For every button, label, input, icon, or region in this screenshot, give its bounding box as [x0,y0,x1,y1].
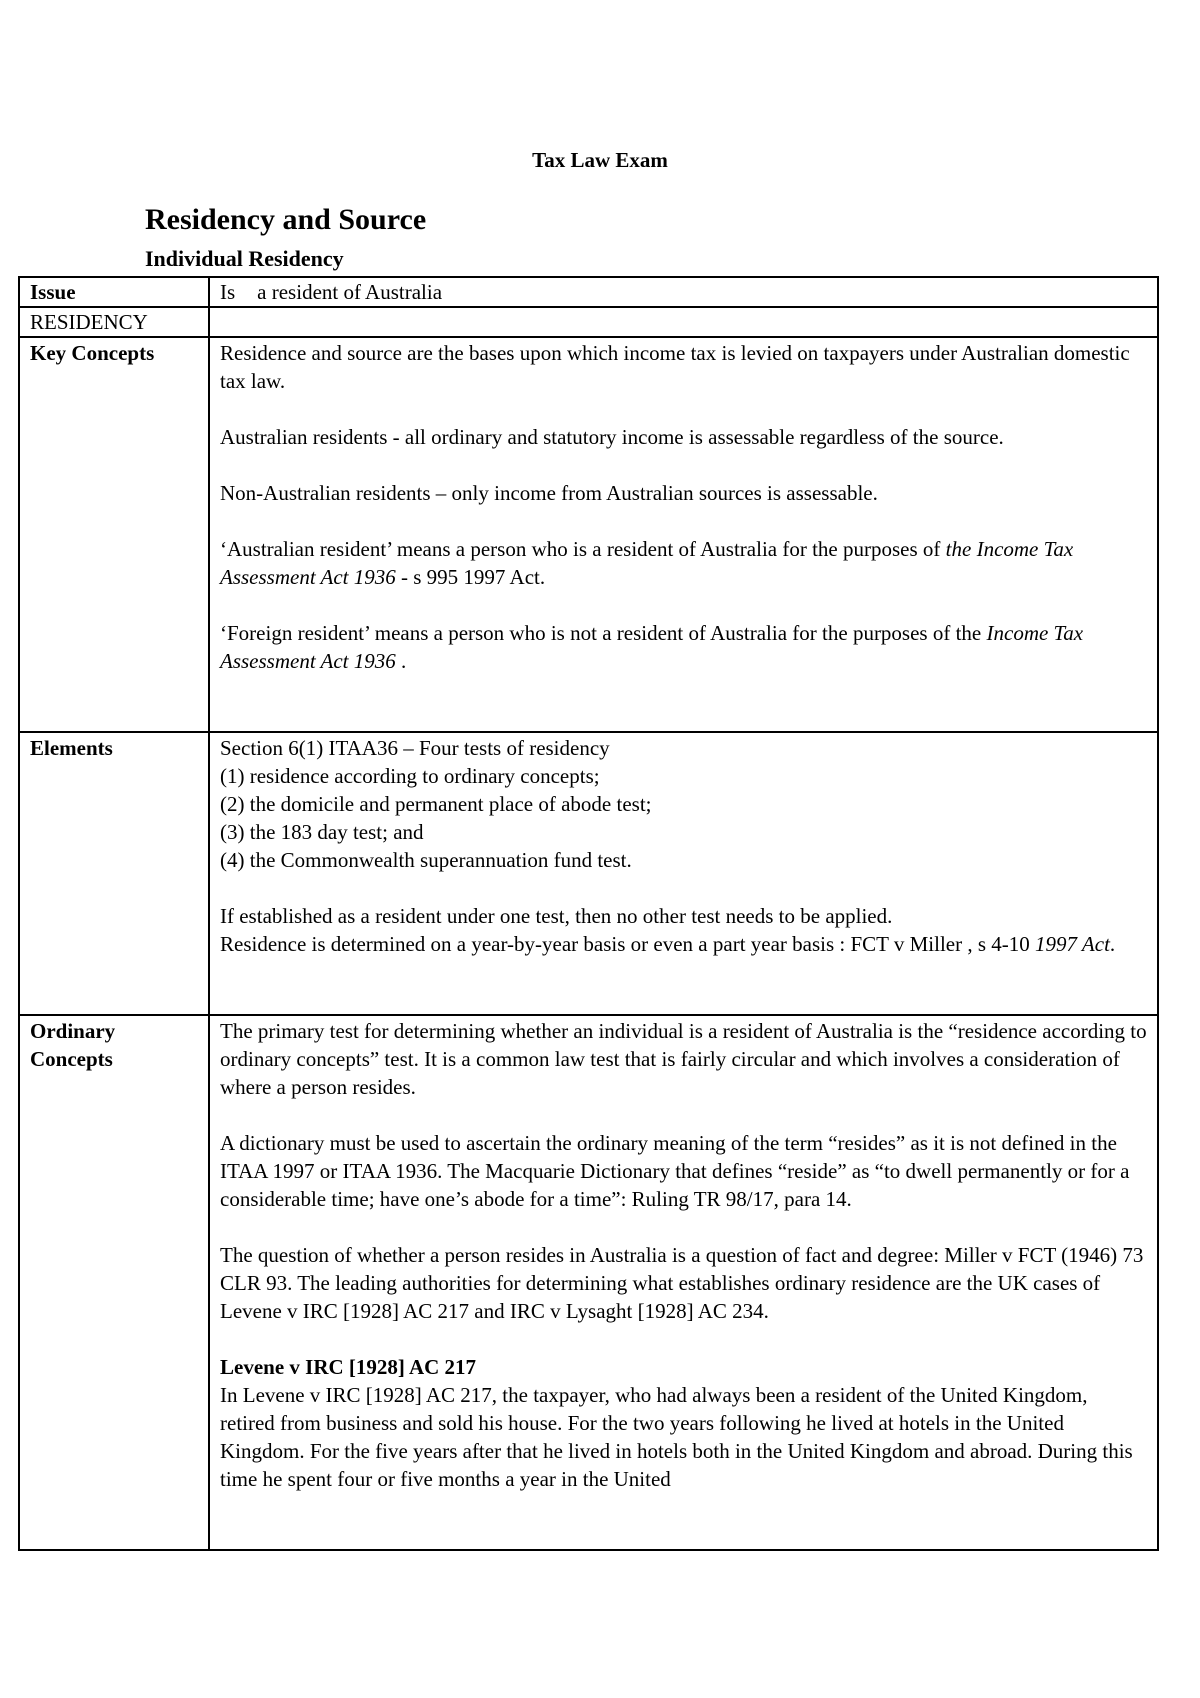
ordinary-concepts-label: Ordinary Concepts [19,1015,209,1550]
elements-label: Elements [19,732,209,1015]
ordinary-concepts-paragraph: The primary test for determining whether an individual is a resident of Australia is the “residence according to ordinary concepts” test. It is a common law test that is fairly circular and which involves a consideration of where a person resides. [220,1019,1147,1099]
ordinary-concepts-paragraph: In Levene v IRC [1928] AC 217, the taxpayer, who had always been a resident of the United Kingdom, retired from business and sold his house. For the two years following he lived at hotels in the United Kingdom. For the five years after that he lived in hotels both in the United Kingdom and abroad. During this time he spent four or five months a year in the United [220,1383,1133,1491]
ordinary-concepts-paragraph: The question of whether a person resides in Australia is a question of fact and degree: Miller v FCT (1946) 73 CLR 93. The leading authorities for determining what establishes ordinary residence are the UK cases of Levene v IRC [1928] AC 217 and IRC v Lysaght [1928] AC 234. [220,1243,1144,1323]
key-concepts-content [209,337,1158,732]
text-span: ‘Foreign resident’ means a person who is not a resident of Australia for the purposes of the [220,621,987,645]
case-heading: Levene v IRC [1928] AC 217 [220,1355,477,1379]
elements-line: (4) the Commonwealth superannuation fund test. [220,848,632,872]
ordinary-concepts-paragraph: A dictionary must be used to ascertain the ordinary meaning of the term “resides” as it is not defined in the ITAA 1997 or ITAA 1936. The Macquarie Dictionary that defines “reside” as “to dwell permanently or for a considerable time; have one’s abode for a time”: Ruling TR 98/17, para 14. [220,1131,1130,1211]
table-row-residency [19,307,1158,337]
elements-line: (2) the domicile and permanent place of abode test; [220,792,652,816]
issue-value-prefix: Is [220,280,236,304]
elements-content [209,732,1158,1015]
key-concepts-label: Key Concepts [19,337,209,732]
issue-value [209,277,1158,307]
table-row-key-concepts [19,337,1158,732]
table-row-issue [19,277,1158,307]
text-span: . [395,649,407,673]
elements-line: If established as a resident under one test, then no other test needs to be applied. [220,904,893,928]
act-title: 1997 Act [1035,932,1110,956]
key-concepts-paragraph [220,535,1147,591]
text-span: Residence is determined on a year-by-year basis or even a part year basis : FCT v Miller , s 4-10 [220,932,1036,956]
ordinary-concepts-content [209,1015,1158,1550]
key-concepts-paragraph [220,619,1147,675]
residency-label: RESIDENCY [19,307,209,337]
subsection-title: Individual Residency [145,246,344,271]
residency-value [209,307,1158,337]
issue-value-suffix: a resident of Australia [257,280,443,304]
document-title: Tax Law Exam [532,148,668,172]
act-title: Income Tax Assessment Act 1936 [220,621,1084,673]
issue-label: Issue [19,277,209,307]
key-concepts-paragraph: Australian residents - all ordinary and statutory income is assessable regardless of the source. [220,425,1004,449]
text-span: . [1109,932,1116,956]
text-span: - s 995 1997 Act. [395,565,546,589]
act-title: the Income Tax Assessment Act 1936 [220,537,1074,589]
key-concepts-paragraph: Residence and source are the bases upon which income tax is levied on taxpayers under Australian domestic tax law. [220,341,1130,393]
table-row-ordinary-concepts [19,1015,1158,1550]
elements-line: (3) the 183 day test; and [220,820,424,844]
issue-table [18,276,1159,1551]
section-title: Residency and Source [145,203,427,236]
table-row-elements [19,732,1158,1015]
elements-line: Section 6(1) ITAA36 – Four tests of residency [220,736,610,760]
elements-line [220,930,1147,958]
elements-line: (1) residence according to ordinary concepts; [220,764,600,788]
text-span: ‘Australian resident’ means a person who is a resident of Australia for the purposes of [220,537,946,561]
key-concepts-paragraph: Non-Australian residents – only income from Australian sources is assessable. [220,481,878,505]
